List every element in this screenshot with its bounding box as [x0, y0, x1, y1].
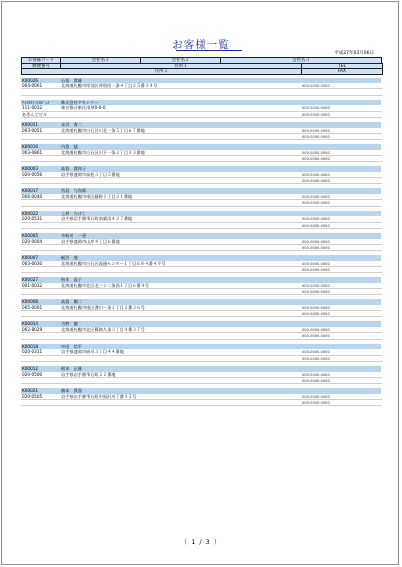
fax-number: 000-0000-0000: [301, 289, 382, 295]
customer-code: K00003: [21, 166, 60, 172]
customer-record: [21, 122, 381, 140]
address-2: あきんどビル: [21, 112, 301, 118]
address-1: 東京都台東区浅草0-0-0: [60, 105, 261, 111]
zip-code: 003-0861: [21, 150, 60, 156]
record-line-3: [21, 223, 381, 229]
customer-record: [21, 388, 381, 406]
tel-number: 000-0000-0000: [301, 150, 382, 156]
address-2: [21, 378, 301, 384]
tel-number: 000-0000-0000: [301, 128, 382, 134]
address-2: [21, 245, 301, 251]
customer-record: [21, 166, 381, 184]
page-indicator: （ 1 / 3 ）: [180, 538, 222, 546]
customer-name: 西島 与次郎: [60, 188, 140, 194]
tel-number: 000-0000-0000: [301, 216, 382, 222]
address-1: 北海道札幌市白石区川下一条２丁目３３番地: [60, 150, 261, 156]
customer-code: K00011: [21, 122, 60, 128]
customer-record: [21, 144, 381, 162]
zip-code: 004-0061: [21, 83, 60, 89]
address-2: [21, 311, 301, 317]
customer-code: K00016: [21, 144, 60, 150]
record-line-3: [21, 134, 381, 140]
customer-code: K00026: [21, 78, 60, 84]
address-1: 岩手県盛岡市高松３丁目５番地: [60, 172, 261, 178]
header-company-3: 会社名３: [220, 57, 382, 64]
tel-number: 000-0000-0000: [301, 105, 382, 111]
customer-code: K00018: [21, 344, 60, 350]
address-1: 北海道札幌市南区澄川一条２丁目２番３６号: [60, 305, 261, 311]
customer-record: [21, 233, 381, 251]
customer-record: [21, 211, 381, 229]
customer-name: 高島 貴和子: [60, 166, 140, 172]
tel-number: 000-0000-0000: [301, 283, 382, 289]
fax-number: 000-0000-0000: [301, 400, 382, 406]
tel-number: 000-0000-0000: [301, 83, 382, 89]
fax-number: 000-0000-0000: [301, 245, 382, 251]
address-2: [21, 200, 301, 206]
tel-number: 000-0000-0000: [301, 327, 382, 333]
tel-number: 000-0000-0000: [301, 172, 382, 178]
address-1: 岩手県岩手郡雫石町２２番地: [60, 372, 261, 378]
address-1: 北海道札幌市南区藤野１丁目２１番地: [60, 194, 261, 200]
customer-record: [21, 344, 381, 362]
customer-name: 多岐川 一恵: [60, 233, 140, 239]
address-2: [21, 178, 301, 184]
customer-name: 石坂 貴雄: [60, 78, 140, 84]
fax-number: 000-0000-0000: [301, 378, 382, 384]
zip-code: 002-8029: [21, 327, 60, 333]
address-1: 北海道札幌市北区篠路九条３丁目４番３７号: [60, 327, 261, 333]
zip-code: 003-0030: [21, 261, 60, 267]
fax-number: 000-0000-0000: [301, 156, 382, 162]
record-line-3: [21, 400, 381, 406]
record-line-3: [21, 89, 381, 95]
tel-number: 000-0000-0000: [301, 194, 382, 200]
customer-name: 株式会社アキンドー: [60, 100, 140, 106]
zip-code: 020-0500: [21, 372, 60, 378]
customer-record: [21, 321, 381, 339]
customer-record: [21, 255, 381, 273]
customer-code: K00012: [21, 366, 60, 372]
customer-code: ｱｲｴﾇﾃｨｰｴﾇｼﾞｪｲ: [21, 100, 60, 106]
zip-code: 005-0001: [21, 305, 60, 311]
address-2: [21, 223, 301, 229]
customer-code: K00022: [21, 211, 60, 217]
address-1: 岩手県盛岡市厨川３丁目４４番地: [60, 349, 261, 355]
header-customer-code: お客様コード: [21, 57, 61, 64]
customer-table: [21, 57, 381, 406]
zip-code: 111-0032: [21, 105, 60, 111]
zip-code: 020-0505: [21, 394, 60, 400]
address-1: 岩手県岩手郡雫石町中黒沢川７番３５号: [60, 394, 261, 400]
address-1: 北海道札幌市白石区川北一条５丁目６７番地: [60, 128, 261, 134]
customer-code: K00007: [21, 255, 60, 261]
address-2: [21, 333, 301, 339]
fax-number: 000-0000-0000: [301, 200, 382, 206]
record-line-3: [21, 311, 381, 317]
address-1: 北海道札幌市北区北三十二条西１丁目６番４号: [60, 283, 261, 289]
record-line-3: [21, 112, 381, 118]
fax-number: [301, 89, 382, 95]
fax-number: 000-0000-0000: [301, 223, 382, 229]
address-2: [21, 89, 301, 95]
customer-name: 吉野 龍: [60, 321, 140, 327]
address-2: [21, 356, 301, 362]
customer-record: [21, 366, 381, 384]
address-1: 北海道札幌市白石区流通センター１丁目６８４番４９号: [60, 261, 261, 267]
record-list: [21, 78, 381, 407]
fax-number: 000-0000-0000: [301, 112, 382, 118]
record-line-3: [21, 156, 381, 162]
customer-name: 中田 信平: [60, 344, 140, 350]
customer-name: 柏木 直子: [60, 277, 140, 283]
customer-record: [21, 78, 381, 96]
customer-record: [21, 188, 381, 206]
record-line-3: [21, 333, 381, 339]
fax-number: 000-0000-0000: [301, 134, 382, 140]
customer-code: K00017: [21, 188, 60, 194]
zip-code: 001-0032: [21, 283, 60, 289]
tel-number: 000-0000-0000: [301, 394, 382, 400]
customer-record: [21, 277, 381, 295]
customer-code: K00027: [21, 277, 60, 283]
address-1: 岩手県岩手郡雫石町南栗田４２７番地: [60, 216, 261, 222]
header-address-1: 住所１: [60, 63, 302, 70]
record-line-3: [21, 200, 381, 206]
customer-name: 赤沢 育二: [60, 122, 140, 128]
header-fax: FAX: [301, 68, 383, 75]
customer-name: 上杉 たけし: [60, 211, 140, 217]
fax-number: 000-0000-0000: [301, 267, 382, 273]
tel-number: 000-0000-0000: [301, 261, 382, 267]
record-line-3: [21, 378, 381, 384]
address-1: 北海道札幌市厚別区厚別西一条４丁目２５番３４号: [60, 83, 261, 89]
fax-number: 000-0000-0000: [301, 178, 382, 184]
header-company-1: 会社名１: [60, 57, 141, 64]
header-tel: TEL: [301, 63, 383, 70]
header-company-2: 会社名２: [140, 57, 221, 64]
record-line-3: [21, 267, 381, 273]
customer-code: K00005: [21, 233, 60, 239]
customer-name: 高島 順二: [60, 299, 140, 305]
record-line-3: [21, 178, 381, 184]
zip-code: 020-0531: [21, 216, 60, 222]
customer-record: [21, 100, 381, 118]
record-line-3: [21, 289, 381, 295]
customer-code: K00014: [21, 321, 60, 327]
customer-name: 梶沢 進: [60, 255, 140, 261]
customer-record: [21, 299, 381, 317]
customer-code: K00021: [21, 388, 60, 394]
header-address-2: 住所２: [21, 68, 302, 75]
address-1: 岩手県盛岡市山岸４丁目６番地: [60, 239, 261, 245]
customer-code: K00008: [21, 299, 60, 305]
page-title: お客様一覧: [172, 39, 230, 51]
zip-code: 020-0056: [21, 172, 60, 178]
zip-code: 020-0004: [21, 239, 60, 245]
zip-code: 006-0040: [21, 194, 60, 200]
tel-number: 000-0000-0000: [301, 305, 382, 311]
address-2: [21, 134, 301, 140]
tel-number: 000-0000-0000: [301, 372, 382, 378]
fax-number: 000-0000-0000: [301, 311, 382, 317]
record-line-3: [21, 356, 381, 362]
address-2: [21, 400, 301, 406]
address-2: [21, 289, 301, 295]
zip-code: 003-0051: [21, 128, 60, 134]
record-line-3: [21, 245, 381, 251]
header-row-3: [21, 68, 381, 74]
customer-name: 楠本 貴嘉: [60, 388, 140, 394]
title-underline: [176, 50, 242, 51]
customer-name: 根本 正雄: [60, 366, 140, 372]
customer-name: 内島 猛: [60, 144, 140, 150]
address-2: [21, 156, 301, 162]
tel-number: 000-0000-0000: [301, 239, 382, 245]
fax-number: 000-0000-0000: [301, 333, 382, 339]
address-2: [21, 267, 301, 273]
fax-number: 000-0000-0000: [301, 356, 382, 362]
header-zip: 郵便番号: [21, 63, 61, 70]
print-date: 平成27年03月06日: [334, 51, 374, 56]
tel-number: 000-0000-0000: [301, 349, 382, 355]
zip-code: 020-0311: [21, 349, 60, 355]
